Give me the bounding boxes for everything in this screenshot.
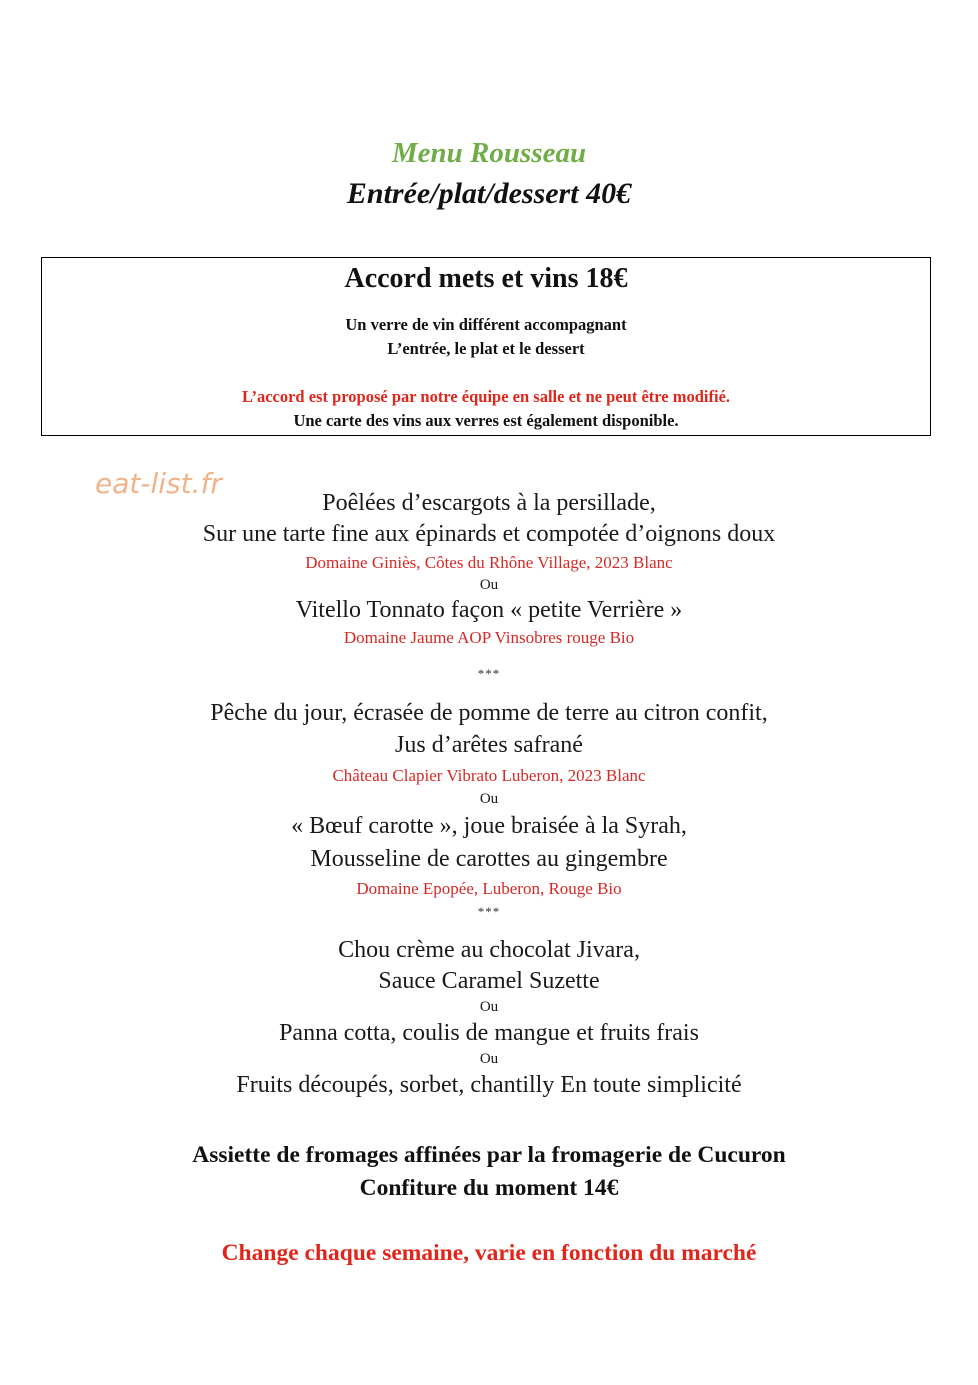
menu-price: Entrée/plat/dessert 40€ [346, 177, 632, 210]
starter-or: Ou [479, 577, 499, 593]
dessert-or-2: Ou [479, 1051, 499, 1067]
dessert-or-1: Ou [479, 999, 499, 1015]
wine-pairing-title: Accord mets et vins 18€ [344, 263, 628, 294]
main-or: Ou [479, 791, 499, 807]
course-separator: *** [477, 904, 501, 919]
main-1-line-2: Jus d’arêtes safrané [395, 732, 583, 758]
main-1-wine: Château Clapier Vibrato Luberon, 2023 Blanc [332, 766, 646, 785]
main-1-line-1: Pêche du jour, écrasée de pomme de terre au citron confit, [210, 700, 768, 726]
starter-2: Vitello Tonnato façon « petite Verrière » [295, 597, 683, 623]
wine-pairing-box [41, 257, 931, 436]
weekly-change-notice: Change chaque semaine, varie en fonction du marché [221, 1240, 757, 1266]
wine-pairing-description-2: L’entrée, le plat et le dessert [387, 339, 585, 358]
wine-pairing-description-1: Un verre de vin différent accompagnant [345, 315, 627, 334]
dessert-3: Fruits découpés, sorbet, chantilly En toute simplicité [236, 1072, 742, 1098]
starter-1-wine: Domaine Giniès, Côtes du Rhône Village, 2023 Blanc [305, 553, 673, 572]
cheese-jam-price: Confiture du moment 14€ [359, 1175, 619, 1201]
wine-list-availability: Une carte des vins aux verres est également disponible. [293, 411, 679, 430]
starter-1-line-2: Sur une tarte fine aux épinards et compotée d’oignons doux [202, 521, 776, 547]
starter-1-line-1: Poêlées d’escargots à la persillade, [322, 490, 656, 516]
starter-2-wine: Domaine Jaume AOP Vinsobres rouge Bio [343, 628, 635, 647]
dessert-1-line-2: Sauce Caramel Suzette [378, 968, 600, 994]
watermark: eat-list.fr [95, 467, 222, 500]
dessert-2: Panna cotta, coulis de mangue et fruits frais [279, 1020, 699, 1046]
cheese-plate: Assiette de fromages affinées par la fromagerie de Cucuron [192, 1142, 786, 1168]
menu-title: Menu Rousseau [391, 137, 587, 169]
course-separator: *** [477, 666, 501, 681]
main-2-line-1: « Bœuf carotte », joue braisée à la Syrah, [291, 813, 687, 839]
dessert-1-line-1: Chou crème au chocolat Jivara, [338, 937, 640, 963]
main-2-wine: Domaine Epopée, Luberon, Rouge Bio [356, 879, 622, 898]
wine-pairing-notice: L’accord est proposé par notre équipe en salle et ne peut être modifié. [241, 387, 731, 406]
main-2-line-2: Mousseline de carottes au gingembre [310, 846, 668, 872]
